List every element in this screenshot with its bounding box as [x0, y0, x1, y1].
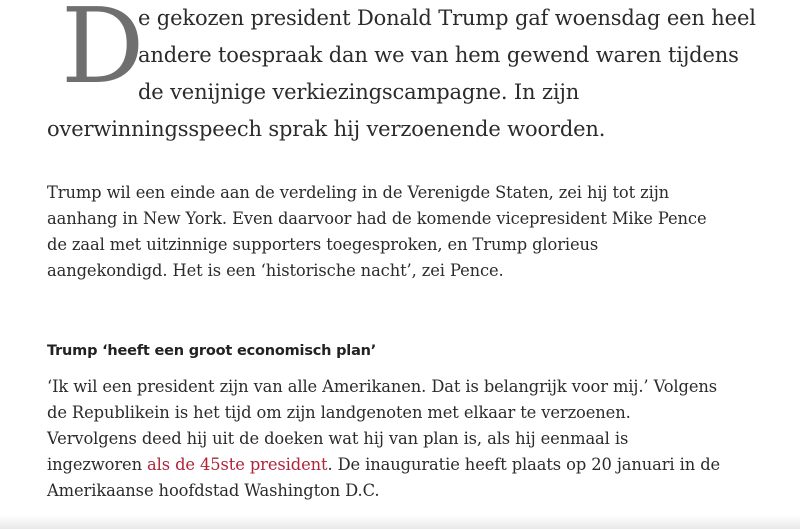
lead-line: overwinningsspeech sprak hij verzoenende woorden.: [47, 117, 606, 141]
paragraph-line: Vervolgens deed hij uit de doeken wat hij van plan is, als hij eenmaal is: [47, 429, 629, 448]
paragraph-line: de Republikein is het tijd om zijn landgenoten met elkaar te verzoenen.: [47, 403, 631, 422]
paragraph-line: aanhang in New York. Even daarvoor had de komende vicepresident Mike Pence: [47, 209, 707, 228]
paragraph-2: [47, 374, 720, 504]
paragraph-line: Trump wil een einde aan de verdeling in de Verenigde Staten, zei hij tot zijn: [47, 183, 670, 202]
paragraph-line: aangekondigd. Het is een ‘historische nacht’, zei Pence.: [47, 261, 504, 280]
lead-line: e gekozen president Donald Trump gaf woensdag een heel: [138, 6, 756, 30]
paragraph-line: Amerikaanse hoofdstad Washington D.C.: [47, 481, 380, 500]
paragraph-line-with-link: [47, 452, 720, 478]
bottom-fade: [0, 515, 800, 529]
lead-paragraph: [47, 0, 756, 148]
paragraph-line: ‘Ik wil een president zijn van alle Amerikanen. Dat is belangrijk voor mij.’ Volgens: [47, 377, 718, 396]
lead-line: andere toespraak dan we van hem gewend waren tijdens: [138, 43, 739, 67]
lead-line: de venijnige verkiezingscampagne. In zijn: [138, 80, 580, 104]
drop-cap: D: [61, 0, 145, 107]
section-heading: Trump ‘heeft een groot economisch plan’: [47, 343, 377, 359]
article-body: [47, 0, 756, 500]
line-text-after-link: . De inauguratie heeft plaats op 20 januari in de: [327, 455, 721, 474]
paragraph-line: de zaal met uitzinnige supporters toegesproken, en Trump glorieus: [47, 235, 599, 254]
line-text-before-link: ingezworen: [47, 455, 148, 474]
inline-article-link[interactable]: als de 45ste president: [147, 455, 328, 474]
paragraph-1: [47, 180, 707, 284]
